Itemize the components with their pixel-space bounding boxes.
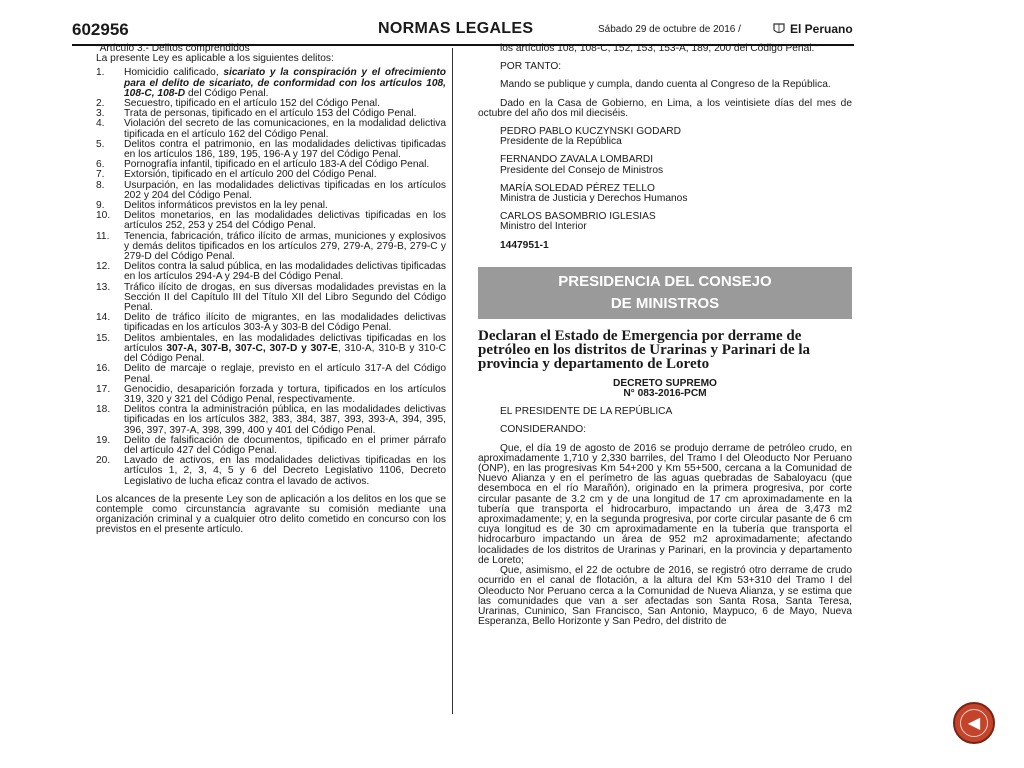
por-tanto: POR TANTO: [500, 61, 562, 73]
list-item [96, 313, 446, 333]
dado-paragraph: Dado en la Casa de Gobierno, en Lima, a los veintisiete días del mes de octubre del año dos mil dieciséis. [478, 97, 852, 119]
list-item [96, 405, 446, 436]
item-emphasis: sicariato y la conspiración y el ofrecimiento para el delito de sicariato, de conformidad con los artículos 108, 108-C, 108-D [124, 67, 446, 99]
item-text: Delitos ambientales, en las modalidades delictivas tipificadas en los artículos [124, 332, 446, 354]
item-number: 15. [96, 332, 111, 344]
item-number: 13. [96, 281, 111, 293]
item-text: Delitos contra la salud pública, en las modalidades delictivas tipificadas en los artículos 294-A y 294-B del Código Penal. [124, 261, 446, 283]
item-number: 9. [96, 200, 105, 212]
signatory-role: Ministro del Interior [500, 221, 587, 233]
continuation-text: los artículos 108, 108-C, 152, 153, 153-A, 189, 200 del Código Penal." [500, 43, 818, 54]
signatory-role: Presidente de la República [500, 136, 622, 148]
item-number: 18. [96, 404, 111, 416]
item-text: Secuestro, tipificado en el artículo 152 del Código Penal. [124, 98, 380, 110]
item-number: 11. [96, 230, 110, 242]
item-text: , 310-A, 310-B y 310-C del Código Penal. [124, 342, 446, 365]
list-item [96, 436, 446, 456]
slide-nav-button[interactable] [953, 702, 995, 744]
section-title: NORMAS LEGALES [378, 20, 534, 37]
item-text: Extorsión, tipificado en el artículo 200 del Código Penal. [124, 169, 377, 181]
arrow-left-icon: ◀ [967, 713, 981, 732]
left-column [96, 44, 446, 536]
list-item [96, 68, 446, 99]
item-number: 1. [96, 67, 105, 79]
item-text: Delitos monetarios, en las modalidades delictivas tipificadas en los artículos 252, 253 y 254 del Código Penal. [124, 210, 446, 232]
item-text: Lavado de activos, en las modalidades delictivas tipificadas en los artículos 1, 2, 3, 4, 5 y 6 del Decreto Legislativo 1106, Decreto Legislativo de lucha eficaz contra el lavado de activos. [124, 455, 446, 487]
signatory-name: PEDRO PABLO KUCZYNSKI GODARD [500, 126, 681, 138]
item-number: 16. [96, 363, 111, 375]
item-number: 12. [96, 261, 111, 273]
item-text: Delitos contra la administración pública, en las modalidades delictivas tipificadas en los artículos 382, 383, 384, 387, 393, 393-A, 394, 395, 396, 397, 397-A, 398, 399, 400 y 401 del Código Penal. [124, 404, 446, 436]
reference-number: 1447951-1 [500, 239, 549, 251]
item-number: 14. [96, 312, 111, 324]
list-item [96, 334, 446, 365]
right-column [478, 44, 852, 627]
item-text: Delitos informáticos previstos en la ley penal. [124, 200, 328, 212]
list-item [96, 119, 446, 139]
considerando-paragraph: Que, asimismo, el 22 de octubre de 2016, se registró otro derrame de crudo ocurrido en el canal de flotación, a la altura del Km 53+310 del Tramo I del Oleoducto Nor Peruano cerca a la Comunidad de Nueva Alianza, y se estima que las comunidades que van a ser afectadas son Santa Rosa, Santa Teresa, Urarinas, Cuninico, San Francisco, San Antonio, Maypuco, 6 de Mayo, Nueva Esperanza, Bello Horizonte y San Pedro, del distrito de [478, 565, 852, 628]
item-number: 3. [96, 108, 105, 120]
item-text: Usurpación, en las modalidades delictivas tipificadas en los artículos 202 y 204 del Código Penal. [124, 179, 446, 201]
signatory-role: Ministra de Justicia y Derechos Humanos [500, 193, 688, 205]
list-item [96, 232, 446, 263]
list-item [96, 364, 446, 384]
coat-of-arms-icon [772, 22, 786, 36]
item-number: 19. [96, 434, 111, 446]
item-text: Homicidio calificado, [124, 67, 224, 79]
item-text: Delito de tráfico ilícito de migrantes, en las modalidades delictivas tipificadas en los artículos 303-A y 303-B del Código Penal. [124, 312, 446, 334]
newspaper-page [66, 8, 858, 714]
list-item [96, 211, 446, 231]
item-text: Delitos contra el patrimonio, en las modalidades delictivas tipificadas en los artículos 186, 189, 195, 196-A y 197 del Código Penal. [124, 138, 446, 161]
item-emphasis: 307-A, 307-B, 307-C, 307-D y 307-E [166, 342, 338, 354]
item-number: 20. [96, 455, 111, 467]
item-text: Delito de marcaje o reglaje, previsto en el artículo 317-A del Código Penal. [124, 363, 446, 385]
list-item [96, 262, 446, 282]
column-divider [452, 48, 453, 714]
item-number: 17. [96, 383, 111, 395]
list-item [96, 385, 446, 405]
item-text: Trata de personas, tipificado en el artículo 153 del Código Penal. [124, 108, 417, 120]
item-number: 8. [96, 179, 105, 191]
considerando-paragraph: Que, el día 19 de agosto de 2016 se produjo derrame de petróleo crudo, en aproximadamente 1,710 y 2,330 barriles, del Tramo I del Oleoducto Nor Peruano (ONP), en las progresivas Km 54+200 y Km 55+500, cercana a la Comunidad de Nuevo Alianza y en el perímetro de las aguas quebradas de Sabaloyacu (que desemboca en el río Marañón), originado en la primera progresiva, por corte circular pasante de 3.2 cm y de una longitud de 17 cm aproximadamente en la tubería que transporta el hidrocarburo, impactando un área de 3,473 m2 aproximadamente; y, en la segunda progresiva, por corte circular pasante de 6 cm cuya longitud es de 30 cm aproximadamente en la tubería que transporta el hidrocarburo impactando un área de 952 m2 aproximadamente; afectando localidades de los distritos de Urarinas y Parinari, en la provincia y departamento de Loreto; [478, 442, 852, 566]
mando-paragraph: Mando se publique y cumpla, dando cuenta al Congreso de la República. [500, 79, 831, 91]
item-text: Tenencia, fabricación, tráfico ilícito de armas, municiones y explosivos y demás delitos tipificados en los artículos 279, 279-A, 279-B, 279-C y 279-D del Código Penal. [124, 230, 446, 263]
considerando-heading: CONSIDERANDO: [500, 424, 587, 436]
item-text: del Código Penal. [185, 87, 269, 99]
item-text: Pornografía infantil, tipificado en el artículo 183-A del Código Penal. [124, 159, 430, 171]
masthead [72, 18, 854, 46]
item-number: 4. [96, 118, 105, 130]
item-text: Tráfico ilícito de drogas, en sus diversas modalidades previstas en la Sección II del Capítulo III del Título XII del Libro Segundo del Código Penal. [124, 281, 446, 314]
president-line: EL PRESIDENTE DE LA REPÚBLICA [500, 406, 673, 418]
list-item [96, 456, 446, 487]
signatory-name: MARÍA SOLEDAD PÉREZ TELLO [500, 182, 655, 194]
list-item [96, 283, 446, 314]
decree-headline: Declaran el Estado de Emergencia por derrame de petróleo en los distritos de Urarinas y Parinari de la provincia y departamento de Loreto [478, 327, 811, 372]
decree-number: N° 083-2016-PCM [623, 388, 707, 400]
page-number: 602956 [72, 20, 129, 39]
newspaper-name: El Peruano [790, 22, 853, 36]
item-text: Delito de falsificación de documentos, tipificado en el primer párrafo del artículo 427 del Código Penal. [124, 434, 446, 456]
item-number: 6. [96, 159, 105, 171]
signatory-name: CARLOS BASOMBRIO IGLESIAS [500, 211, 656, 223]
list-item [96, 181, 446, 201]
banner-line: DE MINISTROS [610, 294, 720, 312]
closing-paragraph: Los alcances de la presente Ley son de aplicación a los delitos en los que se contemple como circunstancia agravante su comisión mediante una organización criminal y a cualquier otro delito cometido en concurso con los previstos en el presente artículo. [96, 493, 446, 536]
item-number: 7. [96, 169, 105, 181]
list-item [96, 140, 446, 160]
banner-line: PRESIDENCIA DEL CONSEJO [558, 272, 772, 290]
publication-date: Sábado 29 de octubre de 2016 / [598, 24, 741, 35]
decree-title: DECRETO SUPREMO [613, 377, 717, 389]
item-text: Genocidio, desaparición forzada y tortura, tipificados en los artículos 319, 320 y 321 del Código Penal, respectivamente. [124, 383, 446, 405]
signatory-name: FERNANDO ZAVALA LOMBARDI [500, 154, 654, 166]
item-text: Violación del secreto de las comunicaciones, en la modalidad delictiva tipificada en el artículo 162 del Código Penal. [124, 118, 446, 140]
item-number: 2. [96, 98, 105, 110]
signatory-role: Presidente del Consejo de Ministros [500, 164, 664, 176]
item-number: 10. [96, 210, 111, 222]
item-number: 5. [96, 138, 105, 150]
article-heading: "Artículo 3.- Delitos comprendidos [96, 43, 250, 54]
article-intro: La presente Ley es aplicable a los siguientes delitos: [96, 53, 334, 65]
section-banner [478, 267, 852, 319]
